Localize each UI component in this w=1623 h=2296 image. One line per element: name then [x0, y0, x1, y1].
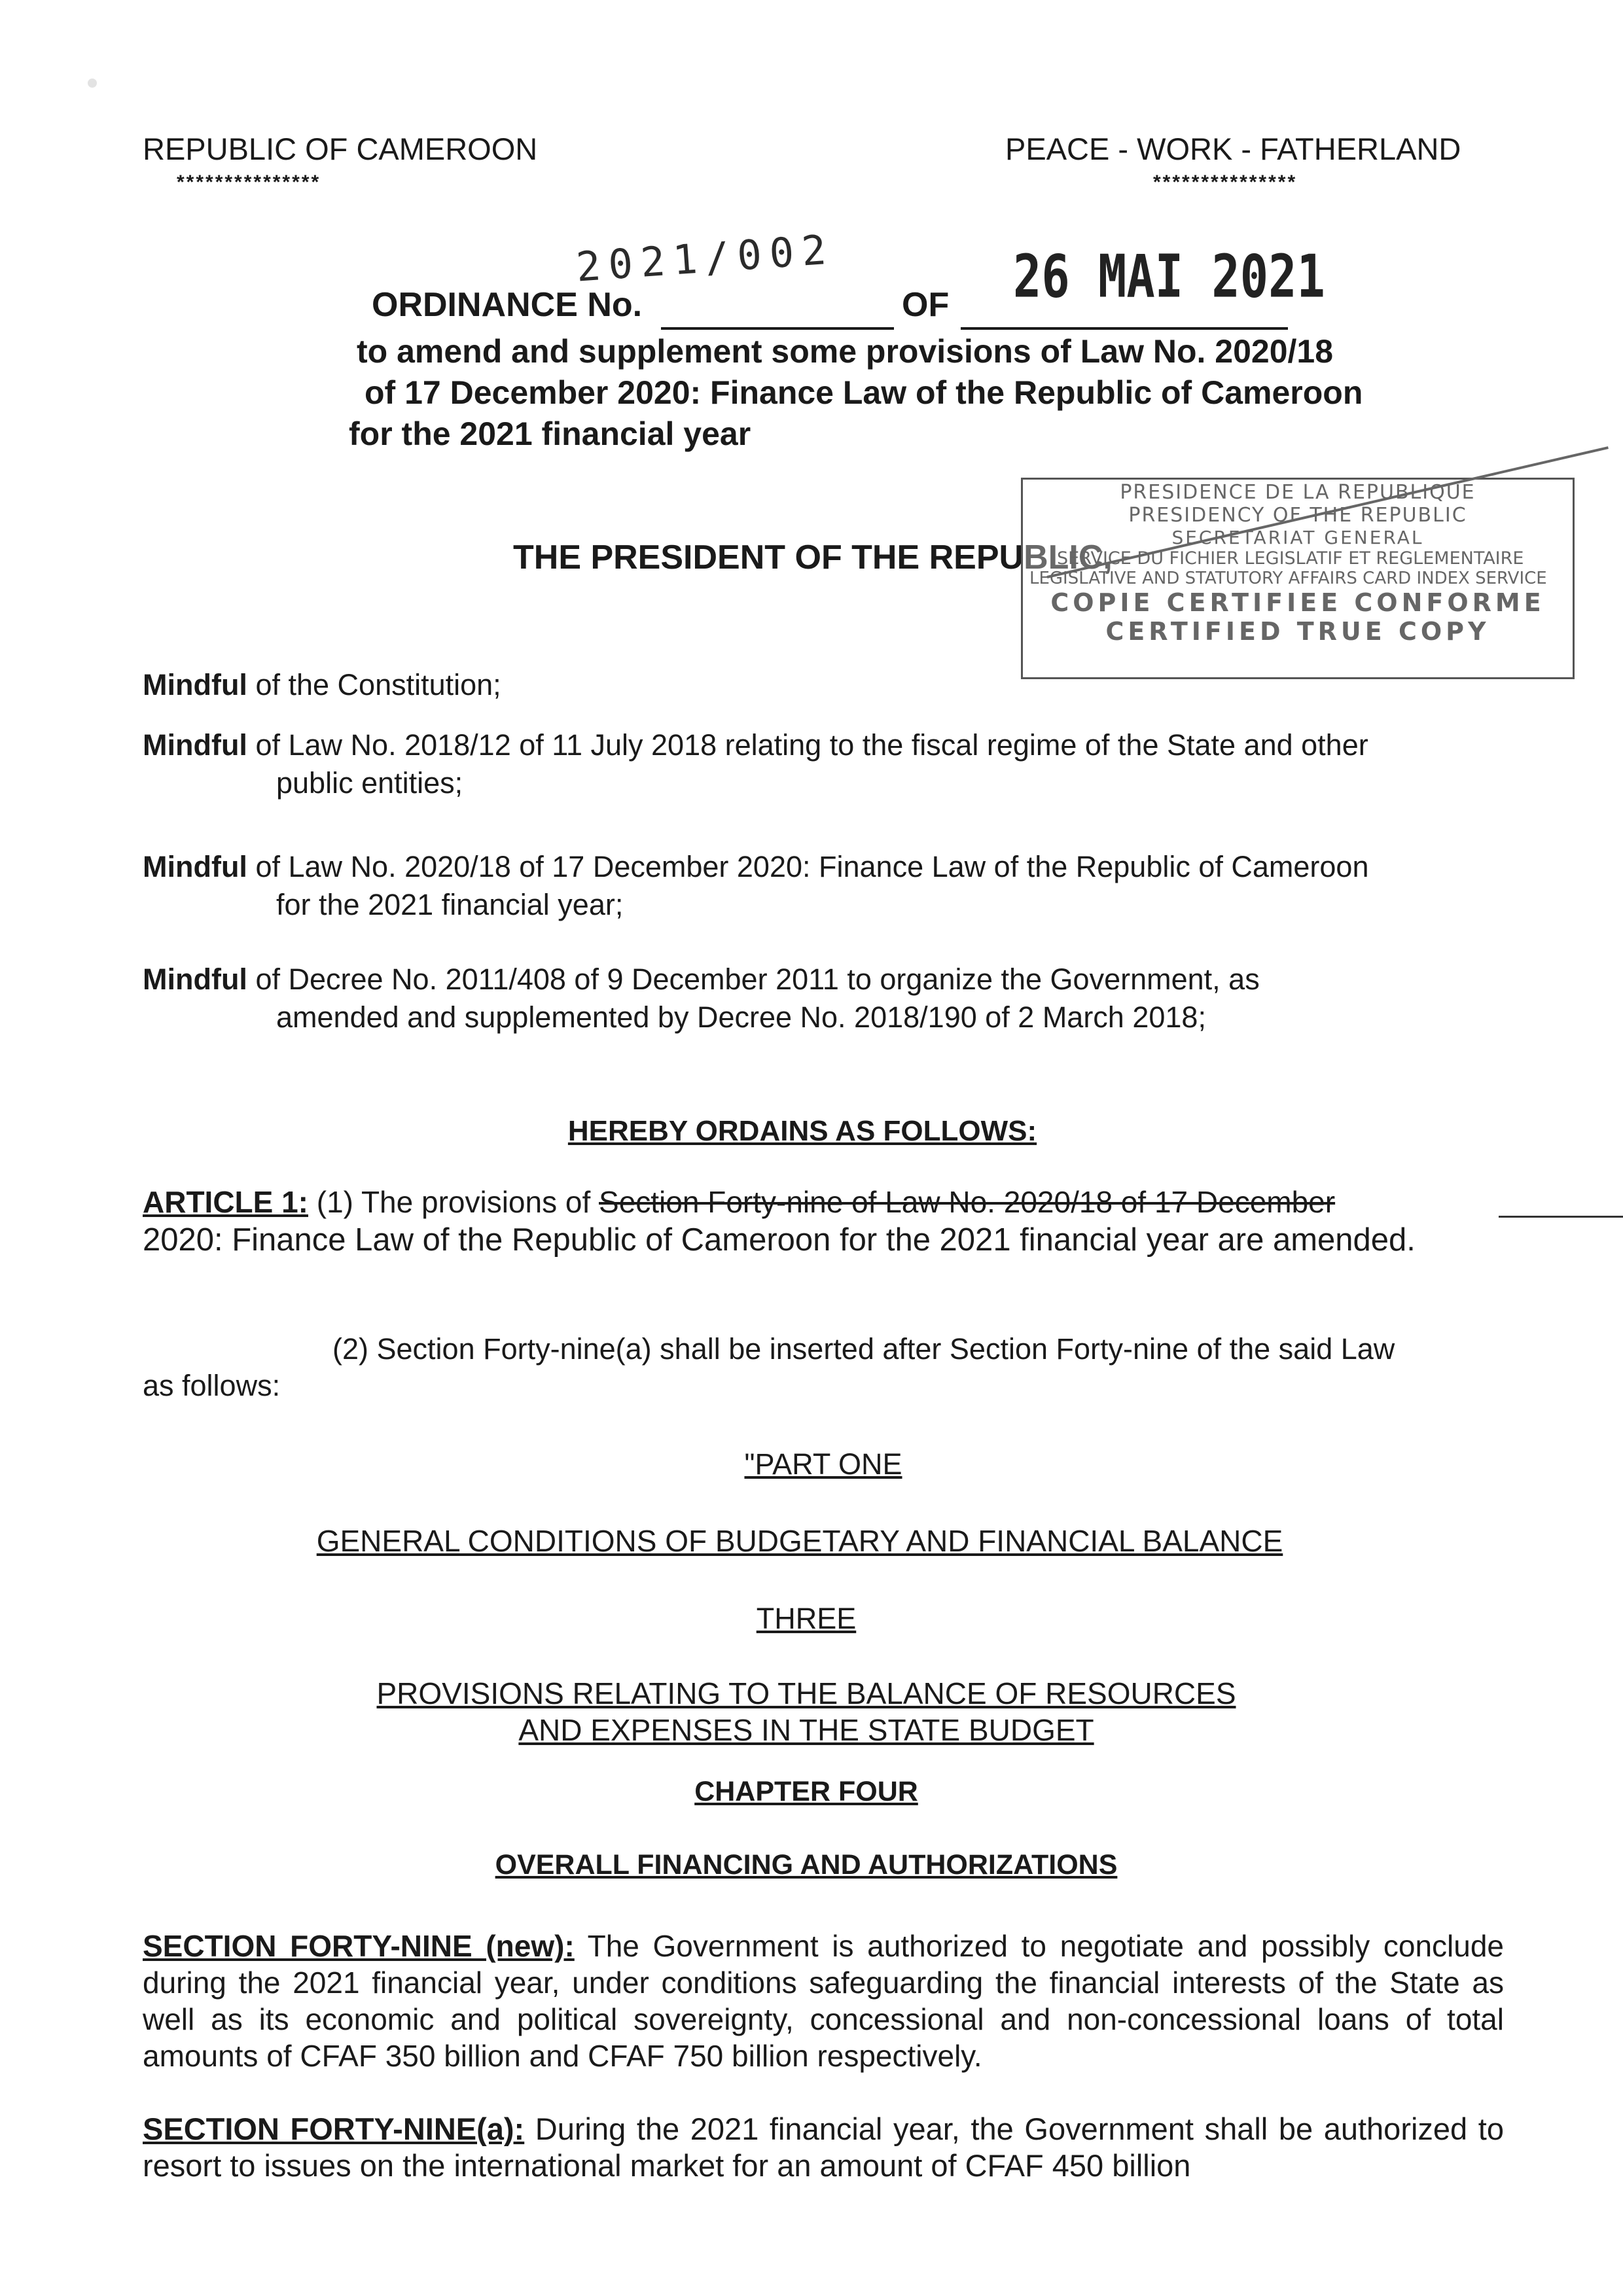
handwritten-ordinance-number: 2021/002 [574, 225, 836, 291]
mindful-continuation: public entities; [276, 766, 463, 800]
header-stars-right: *************** [1153, 171, 1298, 193]
title-line: for the 2021 financial year [349, 415, 751, 452]
mindful-clause [143, 961, 1504, 1036]
stamp-line: CERTIFIED TRUE COPY [1105, 617, 1490, 646]
article-1-paragraph-2 [143, 1331, 1504, 1404]
section-forty-nine [143, 1928, 1504, 2074]
paragraph-2-continuation: as follows: [143, 1369, 281, 1402]
scan-speck [88, 79, 97, 88]
number-blank-line [661, 327, 894, 330]
section-text: The Government is authorized to negotiate and possibly conclude during the 2021 financial year, under conditions safeguarding the financial interests of the State as well as its economic and political sovereignty, concessional and non-concessional loans of total amounts of CFAF 350 billion and CFAF 750 billion respectively. [143, 1929, 1504, 2073]
mindful-label: Mindful [143, 668, 247, 701]
section-text: During the 2021 financial year, the Government shall be authorized to resort to issues on the international market for an amount of CFAF 450 billion [143, 2111, 1504, 2183]
header-motto: PEACE - WORK - FATHERLAND [1005, 132, 1461, 166]
title-line: to amend and supplement some provisions of Law No. 2020/18 [357, 333, 1334, 370]
date-stamp: 26 MAI 2021 [1013, 241, 1325, 311]
mindful-label: Mindful [143, 728, 247, 762]
header-republic: REPUBLIC OF CAMEROON [143, 132, 538, 166]
article-1-label: ARTICLE 1: [143, 1185, 308, 1219]
provisions-heading-line: PROVISIONS RELATING TO THE BALANCE OF RESOURCES [376, 1676, 1236, 1710]
header-stars-left: *************** [177, 171, 321, 193]
stamp-line: SERVICE DU FICHIER LEGISLATIF ET REGLEMENTAIRE [1057, 548, 1524, 569]
provisions-heading-line: AND EXPENSES IN THE STATE BUDGET [518, 1713, 1094, 1747]
margin-rule [1499, 1216, 1623, 1218]
mindful-text: of Decree No. 2011/408 of 9 December 2011 to organize the Government, as [247, 963, 1260, 996]
mindful-clause [143, 726, 1504, 802]
mindful-continuation: for the 2021 financial year; [276, 888, 624, 921]
title-three-heading: THREE [756, 1602, 857, 1635]
mindful-label: Mindful [143, 963, 247, 996]
part-one-heading: "PART ONE [744, 1447, 902, 1481]
mindful-clause [143, 666, 1504, 704]
mindful-continuation: amended and supplemented by Decree No. 2018/190 of 2 March 2018; [276, 1000, 1206, 1034]
stamp-line: PRESIDENCE DE LA REPUBLIQUE [1120, 481, 1476, 504]
ordinance-title [349, 331, 1502, 455]
section-label: SECTION FORTY-NINE(a): [143, 2111, 525, 2146]
overall-financing-heading: OVERALL FINANCING AND AUTHORIZATIONS [495, 1849, 1118, 1881]
mindful-label: Mindful [143, 850, 247, 883]
ordinance-label: ORDINANCE No. [372, 286, 643, 324]
chapter-heading: CHAPTER FOUR [694, 1776, 918, 1807]
section-forty-nine-a [143, 2111, 1504, 2184]
date-blank-line [961, 327, 1288, 330]
president-heading: THE PRESIDENT OF THE REPUBLIC, [513, 539, 1113, 576]
mindful-text: of Law No. 2020/18 of 17 December 2020: Finance Law of the Republic of Cameroon [247, 850, 1369, 883]
of-label: OF [902, 286, 950, 324]
section-label: SECTION FORTY-NINE (new): [143, 1929, 575, 1963]
article-1-rest: 2020: Finance Law of the Republic of Cameroon for the 2021 financial year are amended. [143, 1222, 1416, 1258]
title-line: of 17 December 2020: Finance Law of the Republic of Cameroon [365, 374, 1363, 411]
article-1-struck-text: Section Forty-nine of Law No. 2020/18 of 17 December [599, 1185, 1336, 1219]
mindful-text: of the Constitution; [247, 668, 501, 701]
stamp-line: COPIE CERTIFIEE CONFORME [1050, 588, 1545, 617]
mindful-text: of Law No. 2018/12 of 11 July 2018 relating to the fiscal regime of the State and other [247, 728, 1368, 762]
stamp-line: SECRETARIAT GENERAL [1171, 527, 1424, 548]
ordains-heading: HEREBY ORDAINS AS FOLLOWS: [567, 1115, 1037, 1147]
paragraph-2-text: (2) Section Forty-nine(a) shall be inserted after Section Forty-nine of the said Law [332, 1332, 1395, 1366]
mindful-clause [143, 848, 1504, 924]
stamp-line: PRESIDENCY OF THE REPUBLIC [1128, 504, 1467, 527]
provisions-heading [0, 1675, 1618, 1748]
certified-copy-stamp [1021, 478, 1575, 679]
article-1-intro: (1) The provisions of [308, 1185, 599, 1219]
stamp-line: LEGISLATIVE AND STATUTORY AFFAIRS CARD INDEX SERVICE [1029, 569, 1547, 588]
general-conditions-heading: GENERAL CONDITIONS OF BUDGETARY AND FINANCIAL BALANCE [316, 1524, 1283, 1558]
article-1 [143, 1183, 1504, 1259]
